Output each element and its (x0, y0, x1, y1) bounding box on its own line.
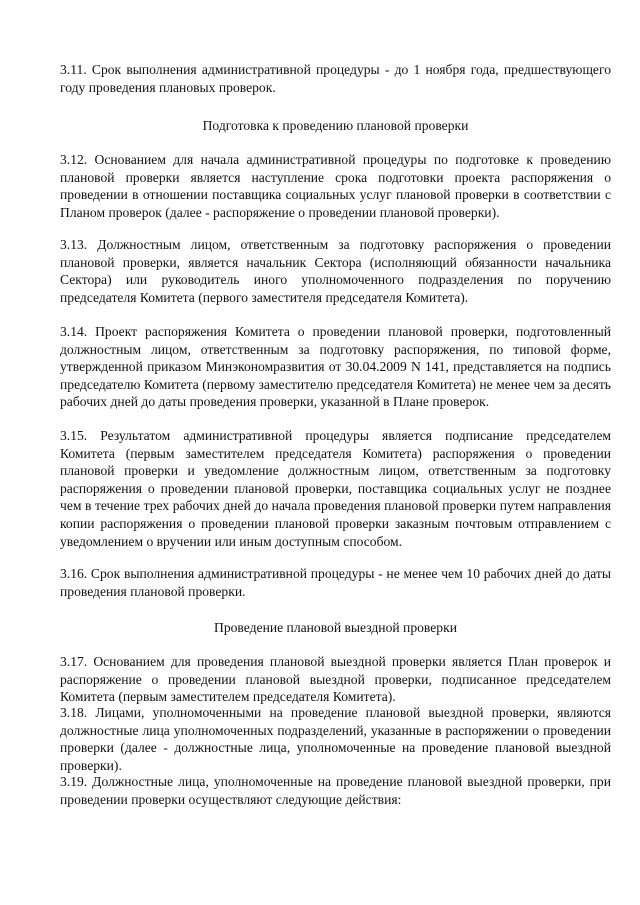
section-heading-preparation: Подготовка к проведению плановой проверки (202, 118, 469, 133)
paragraph-3-11: 3.11. Срок выполнения административной процедуры - до 1 ноября года, предшествующего году проведения плановых проверок. (60, 62, 611, 95)
paragraph-3-16: 3.16. Срок выполнения административной процедуры - не менее чем 10 рабочих дней до даты проведения плановой проверки. (60, 566, 611, 599)
paragraph-3-15: 3.15. Результатом административной процедуры является подписание председателем Комитета (первым заместителем председателя Комитета) распоряжения о проведении плановой проверки и уведомление должностным лицом, ответственным за подготовку распоряжения о проведении плановой проверки, поставщика социальных услуг не позднее чем в течение трех рабочих дней до начала проведения плановой проверки путем направления копии распоряжения о проведении плановой проверки заказным почтовым отправлением с уведомлением о вручении или иным доступным способом. (60, 428, 611, 549)
paragraph-3-19: 3.19. Должностные лица, уполномоченные на проведение плановой выездной проверки, при проведении проверки осуществляют следующие действия: (60, 774, 611, 807)
paragraph-3-18: 3.18. Лицами, уполномоченными на проведение плановой выездной проверки, являются должностные лица уполномоченных подразделений, указанные в распоряжении о проведении проверки (далее - должностные лица, уполномоченные на проведение плановой выездной проверки). (60, 705, 611, 773)
paragraph-3-12: 3.12. Основанием для начала административной процедуры по подготовке к проведению плановой проверки является наступление срока подготовки проекта распоряжения о проведении в отношении поставщика социальных услуг плановой проверки в соответствии с Планом проверок (далее - распоряжение о проведении плановой проверки). (60, 152, 611, 220)
paragraph-3-14: 3.14. Проект распоряжения Комитета о проведении плановой проверки, подготовленный должностным лицом, ответственным за подготовку распоряжения, по типовой форме, утвержденной приказом Минэкономразвития от 30.04.2009 N 141, представляется на подпись председателю Комитета (первому заместителю председателя Комитета) не менее чем за десять рабочих дней до даты проведения проверки, указанной в Плане проверок. (60, 324, 611, 410)
section-heading-onsite-inspection: Проведение плановой выездной проверки (214, 620, 457, 635)
paragraph-3-17: 3.17. Основанием для проведения плановой выездной проверки является План проверок и распоряжение о проведении плановой выездной проверки, подписанное председателем Комитета (первым заместителем председателя Комитета). (60, 654, 611, 705)
paragraph-3-13: 3.13. Должностным лицом, ответственным за подготовку распоряжения о проведении плановой проверки, является начальник Сектора (исполняющий обязанности начальника Сектора) или руководитель иного уполномоченного подразделения по поручению председателя Комитета (первого заместителя председателя Комитета). (60, 237, 611, 305)
